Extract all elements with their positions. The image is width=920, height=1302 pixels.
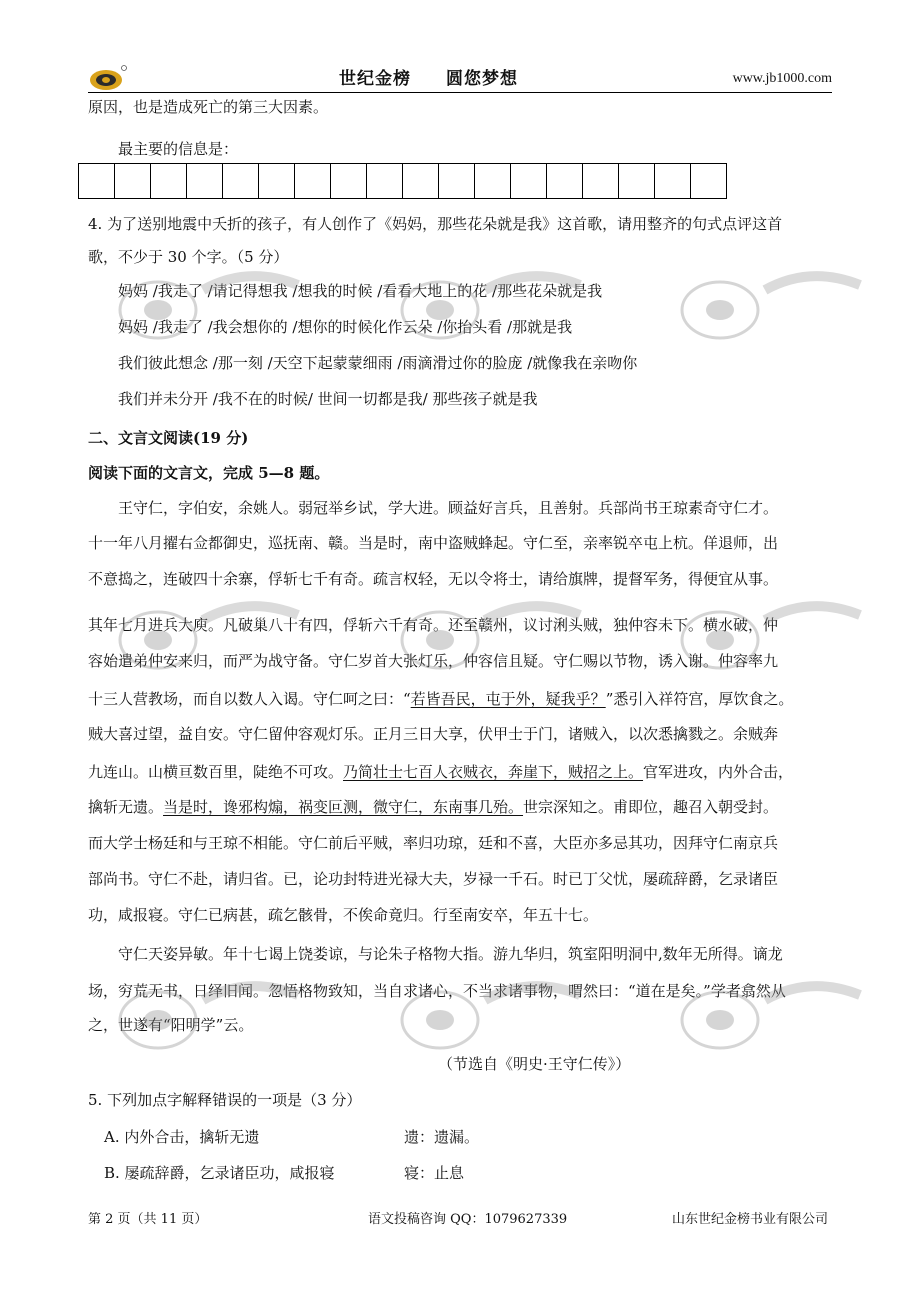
lyric-line: 我们彼此想念 /那一刻 /天空下起蒙蒙细雨 /雨滴滑过你的脸庞 /就像我在亲吻你 (118, 354, 638, 372)
info-prompt: 最主要的信息是： (118, 140, 239, 158)
section-heading: 二、文言文阅读(19 分) (88, 429, 249, 447)
q5-option-b-gloss: 寝：止息 (404, 1164, 465, 1182)
header-slogan: 圆您梦想 (446, 69, 518, 89)
q4-prompt-line1: 4. 为了送别地震中夭折的孩子，有人创作了《妈妈，那些花朵就是我》这首歌，请用整齐的句式点评这首 (88, 215, 783, 233)
q5-prompt: 5. 下列加点字解释错误的一项是（3 分） (88, 1091, 362, 1109)
watermark-icon (108, 580, 308, 690)
passage-text: ”悉引入祥符宫，厚饮食之。 (605, 690, 794, 708)
answer-cell[interactable] (151, 163, 187, 199)
watermark-icon (390, 250, 590, 360)
answer-cell[interactable] (331, 163, 367, 199)
passage-line: 功，咸报寝。守仁已病甚，疏乞骸骨，不俟命竟归。行至南安卒，年五十七。 (88, 906, 599, 924)
answer-cell[interactable] (547, 163, 583, 199)
passage-line: 王守仁，字伯安，余姚人。弱冠举乡试，学大进。顾益好言兵，且善射。兵部尚书王琼素奇守仁才。 (118, 499, 779, 517)
underlined-sentence: 当是时，谗邪构煽，祸变叵测，微守仁，东南事几殆。 (163, 798, 524, 816)
passage-text: 擒斩无遗。 (88, 798, 164, 816)
q5-option-a-gloss: 遗：遗漏。 (404, 1128, 480, 1146)
footer-page: 第 2 页（共 11 页） (88, 1212, 208, 1227)
passage-line: 之，世遂有“阳明学”云。 (88, 1016, 254, 1034)
watermark-icon (670, 960, 870, 1070)
answer-cell[interactable] (691, 163, 727, 199)
watermark-icon (390, 580, 590, 690)
answer-cell[interactable] (259, 163, 295, 199)
answer-cell[interactable] (403, 163, 439, 199)
answer-cell[interactable] (511, 163, 547, 199)
footer-contact: 语文投稿咨询 QQ：1079627339 (368, 1212, 568, 1227)
lyric-line: 妈妈 /我走了 /我会想你的 /想你的时候化作云朵 /你抬头看 /那就是我 (118, 318, 573, 336)
answer-cell[interactable] (79, 163, 115, 199)
answer-cell[interactable] (115, 163, 151, 199)
underlined-sentence: 若皆吾民，屯于外，疑我乎？ (410, 690, 606, 708)
answer-cell[interactable] (223, 163, 259, 199)
answer-cell[interactable] (475, 163, 511, 199)
passage-text: 十三人营教场，而自以数人入谒。守仁呵之曰：“ (88, 690, 411, 708)
passage-line (88, 689, 793, 709)
q5-option-a: A. 内外合击，擒斩无遗 (104, 1128, 260, 1146)
footer-company: 山东世纪金榜书业有限公司 (671, 1212, 828, 1227)
passage-line: 十一年八月擢右佥都御史，巡抚南、赣。当是时，南中盗贼蜂起。守仁至，亲率锐卒屯上杭。佯退师，出 (88, 534, 779, 552)
lyric-line: 妈妈 /我走了 /请记得想我 /想我的时候 /看看大地上的花 /那些花朵就是我 (118, 282, 603, 300)
passage-line: 而大学士杨廷和与王琼不相能。守仁前后平贼，率归功琼，廷和不喜，大臣亦多忌其功，因拜守仁南京兵 (88, 834, 779, 852)
underlined-sentence: 乃简壮士七百人衣贼衣，奔崖下，贼招之上。 (343, 763, 644, 781)
passage-line: 贼大喜过望，益自安。守仁留仲容观灯乐。正月三日大享，伏甲士于门，诸贼入，以次悉擒戮之。余贼奔 (88, 725, 779, 743)
answer-grid[interactable] (78, 163, 727, 199)
answer-cell[interactable] (367, 163, 403, 199)
answer-cell[interactable] (619, 163, 655, 199)
header-url[interactable]: www.jb1000.com (732, 71, 832, 86)
q4-prompt-line2: 歌，不少于 30 个字。（5 分） (88, 248, 289, 266)
passage-line (88, 762, 793, 782)
answer-cell[interactable] (439, 163, 475, 199)
passage-text: 九连山。山横亘数百里，陡绝不可攻。 (88, 763, 344, 781)
lyric-line: 我们并未分开 /我不在的时候/ 世间一切都是我/ 那些孩子就是我 (118, 390, 538, 408)
section-instruction: 阅读下面的文言文，完成 5—8 题。 (88, 464, 330, 482)
intro-line: 原因，也是造成死亡的第三大因素。 (88, 98, 329, 116)
passage-line: 不意捣之，连破四十余寨，俘斩七千有奇。疏言权轻，无以令将士，请给旗牌，提督军务，得便宜从事。 (88, 570, 779, 588)
q5-option-b: B. 屡疏辞爵，乞录诸臣功，咸报寝 (104, 1164, 335, 1182)
passage-line: 守仁天姿异敏。年十七谒上饶娄谅，与论朱子格物大指。游九华归，筑室阳明洞中,数年无所得。谪龙 (118, 945, 783, 963)
passage-text: 官军进攻，内外合击， (643, 763, 794, 781)
header-rule (88, 92, 832, 93)
header-title: 世纪金榜 (339, 69, 411, 89)
watermark-icon (670, 250, 870, 360)
passage-line: 场，穷荒无书，日绎旧闻。忽悟格物致知，当自求诸心，不当求诸事物，喟然曰：“道在是矣。”学者翕然从 (88, 982, 786, 1000)
answer-cell[interactable] (187, 163, 223, 199)
passage-line (88, 797, 778, 817)
passage-line: 容始遣弟仲安来归，而严为战守备。守仁岁首大张灯乐，仲容信且疑。守仁赐以节物，诱入谢。仲容率九 (88, 652, 779, 670)
passage-text: 世宗深知之。甫即位，趣召入朝受封。 (523, 798, 779, 816)
answer-cell[interactable] (583, 163, 619, 199)
logo-icon (88, 64, 128, 92)
passage-line: 部尚书。守仁不赴，请归省。已，论功封特进光禄大夫，岁禄一千石。时已丁父忧，屡疏辞爵，乞录诸臣 (88, 870, 779, 888)
passage-source: （节选自《明史·王守仁传》） (438, 1055, 631, 1073)
passage-line: 其年七月进兵大庾。凡破巢八十有四，俘斩六千有奇。还至赣州，议讨浰头贼，独仲容未下。横水破，仲 (88, 616, 779, 634)
answer-cell[interactable] (295, 163, 331, 199)
watermark-icon (670, 580, 870, 690)
answer-cell[interactable] (655, 163, 691, 199)
